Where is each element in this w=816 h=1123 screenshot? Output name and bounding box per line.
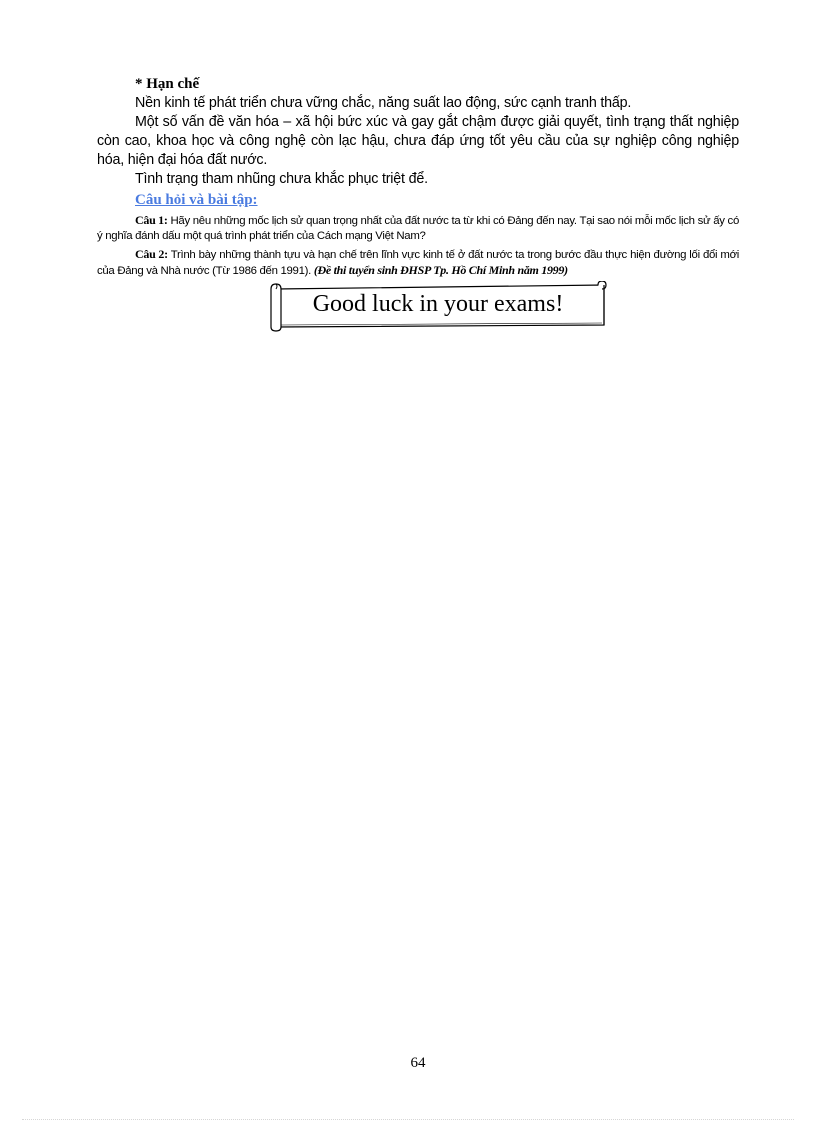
page-content	[97, 74, 739, 279]
limitation-paragraph-3: Tình trạng tham nhũng chưa khắc phục triệt để.	[135, 171, 428, 187]
question-2	[97, 247, 739, 279]
page-number: 64	[410, 1055, 426, 1071]
question-1-label: Câu 1:	[135, 213, 168, 227]
good-luck-text: Good luck in your exams!	[312, 291, 564, 317]
good-luck-scroll-banner	[268, 281, 608, 333]
question-1	[97, 213, 739, 244]
question-2-text: Trình bày những thành tựu và hạn chế trên lĩnh vực kinh tế ở đất nước ta trong bước đầu thực hiện đường lối đổi mới của Đảng và Nhà nước (Từ 1986 đến 1991).	[97, 249, 739, 277]
limitations-heading: * Hạn chế	[135, 76, 200, 92]
exercises-title: Câu hỏi và bài tập:	[135, 192, 258, 208]
question-1-text: Hãy nêu những mốc lịch sử quan trọng nhất của đất nước ta từ khi có Đảng đến nay. Tại sao nói mỗi mốc lịch sử ấy có ý nghĩa đánh dấu một quá trình phát triển của Cách mạng Việt Nam?	[97, 215, 739, 242]
page-bottom-divider	[22, 1119, 794, 1120]
limitation-paragraph-2: Một số vấn đề văn hóa – xã hội bức xúc và gay gắt chậm được giải quyết, tình trạng thất nghiệp còn cao, khoa học và công nghệ còn lạc hậu, chưa đáp ứng tốt yêu cầu của sự nghiệp công nghiệp hóa, hiện đại hóa đất nước.	[97, 114, 739, 168]
limitation-paragraph-1: Nền kinh tế phát triển chưa vững chắc, năng suất lao động, sức cạnh tranh thấp.	[135, 95, 632, 111]
question-2-label: Câu 2:	[135, 247, 168, 261]
question-2-source: (Đề thi tuyển sinh ĐHSP Tp. Hồ Chí Minh năm 1999)	[313, 263, 568, 277]
